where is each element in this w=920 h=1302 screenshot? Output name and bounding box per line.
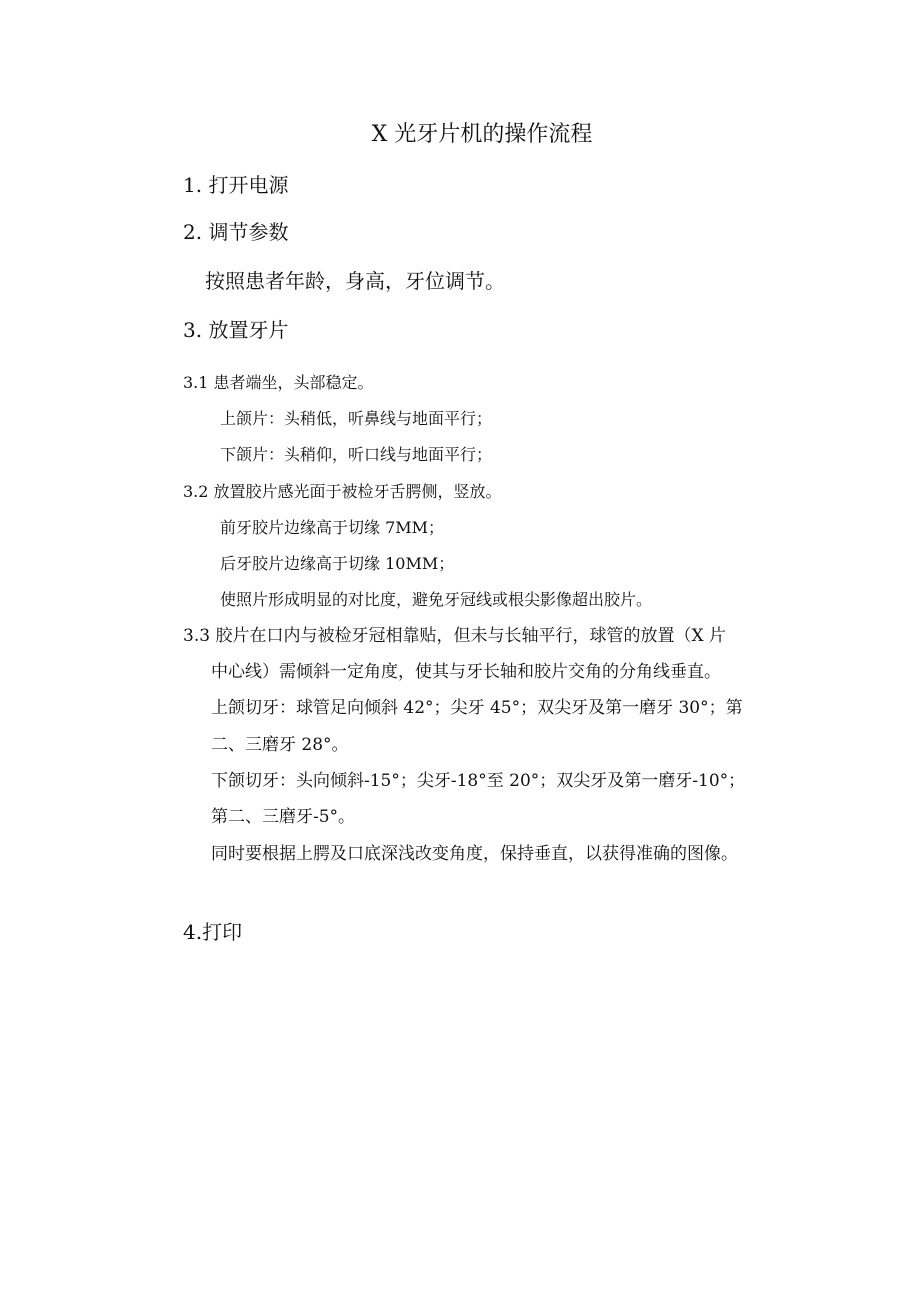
section-3-2-front: 前牙胶片边缘高于切缘 7MM； [220,518,445,537]
step-1-heading: 1. 打开电源 [183,173,289,197]
section-3-3-line-5: 下颌切牙：头向倾斜-15°；尖牙-18°至 20°；双尖牙及第一磨牙-10°； [211,771,746,791]
section-3-1-lower: 下颌片：头稍仰，听口线与地面平行； [220,445,493,464]
section-3-1-upper: 上颌片：头稍低，听鼻线与地面平行； [220,409,493,428]
section-3-3-line-7: 同时要根据上腭及口底深浅改变角度，保持垂直，以获得准确的图像。 [211,844,738,864]
step-2-heading: 2. 调节参数 [183,220,289,244]
step-4-heading: 4.打印 [183,920,243,944]
section-3-2-back: 后牙胶片边缘高于切缘 10MM； [220,554,455,573]
section-3-3-line-3: 上颌切牙：球管足向倾斜 42°；尖牙 45°；双尖牙及第一磨牙 30°；第 [211,698,743,718]
section-3-2: 3.2 放置胶片感光面于被检牙舌腭侧，竖放。 [183,482,502,501]
section-3-3-line-2: 中心线）需倾斜一定角度，使其与牙长轴和胶片交角的分角线垂直。 [211,662,721,682]
section-3-3-line-1: 3.3 胶片在口内与被检牙冠相靠贴，但未与长轴平行，球管的放置（X 片 [183,626,726,646]
section-3-1: 3.1 患者端坐，头部稳定。 [183,373,374,392]
section-3-3-line-4: 二、三磨牙 28°。 [211,735,349,755]
section-3-3-line-6: 第二、三磨牙-5°。 [211,807,356,827]
step-3-heading: 3. 放置牙片 [183,318,289,342]
document-title: X 光牙片机的操作流程 [371,122,593,147]
section-3-2-contrast: 使照片形成明显的对比度，避免牙冠线或根尖影像超出胶片。 [220,590,653,609]
step-2-text: 按照患者年龄，身高，牙位调节。 [205,269,505,293]
